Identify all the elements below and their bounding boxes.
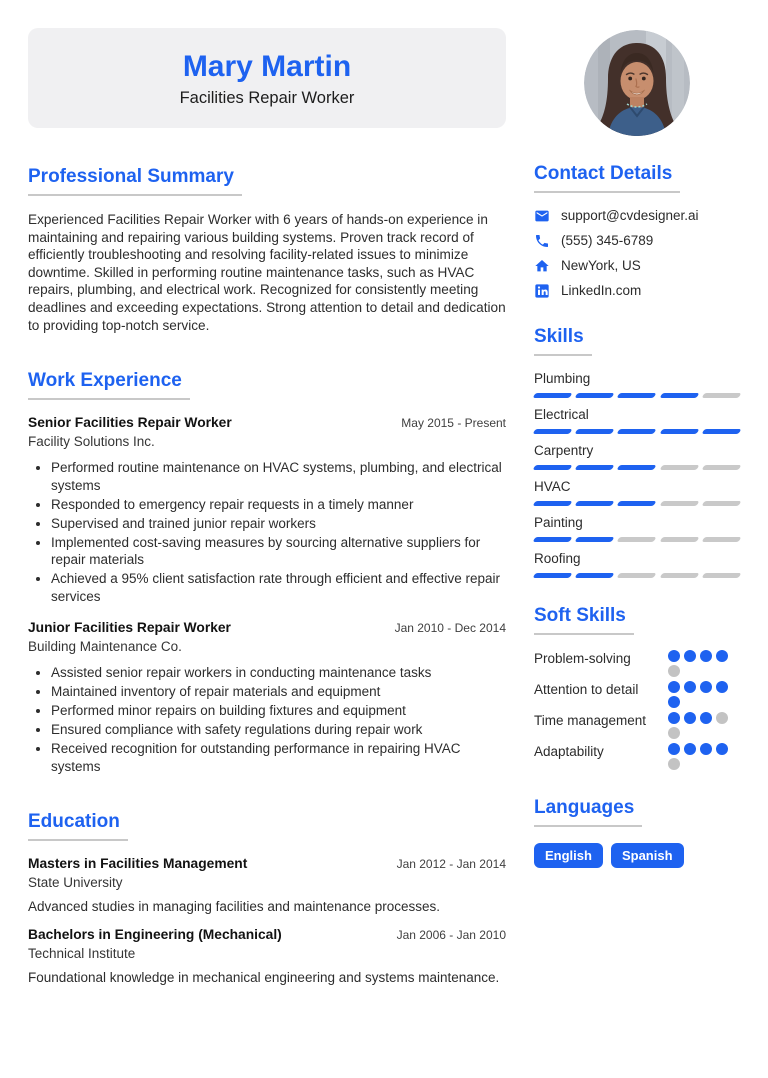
email-icon [534,208,550,224]
section-heading-education: Education [28,811,128,841]
skill-bar [534,429,740,434]
skill-bar-segment [575,501,615,506]
job-dates: Jan 2010 - Dec 2014 [394,621,506,636]
rating-dot [716,743,728,755]
skill-bar-segment [659,537,699,542]
rating-dot [668,743,680,755]
job-company: Facility Solutions Inc. [28,434,155,450]
section-heading-skills: Skills [534,326,592,356]
section-languages [534,797,740,868]
phone-icon [534,233,550,249]
soft-skill-rating [668,743,730,770]
job-entry-head [28,414,506,431]
job-entry-head [28,619,506,636]
skill-item [534,551,740,578]
skill-bar-segment [701,537,741,542]
education-entry [28,926,506,987]
skill-bar-segment [532,429,572,434]
skill-name: Plumbing [534,371,591,386]
language-badges [534,843,740,868]
education-dates: Jan 2006 - Jan 2010 [396,927,506,942]
profile-photo [584,30,690,136]
skill-bar [534,393,740,398]
soft-skill-rating [668,681,730,708]
skill-bar-segment [701,501,741,506]
contact-linkedin-text: LinkedIn.com [561,283,642,298]
skill-bar-segment [701,573,741,578]
skill-bar-segment [659,429,699,434]
degree-title: Masters in Facilities Management [28,856,248,872]
main-column [28,28,506,996]
skill-item [534,371,740,398]
job-bullet: • Responded to emergency repair requests in a timely manner [51,496,506,514]
rating-dot [668,696,680,708]
job-company: Building Maintenance Co. [28,639,182,655]
section-professional-summary [28,166,506,334]
education-entry-head [28,926,506,943]
skill-bar-segment [701,393,741,398]
job-bullet: • Implemented cost-saving measures by sourcing alternative suppliers for repair materials [51,534,506,569]
soft-skill-rating [668,712,730,739]
skill-bar-segment [575,429,615,434]
soft-skill-name: Problem-solving [534,651,631,666]
rating-dot [700,650,712,662]
job-title: Junior Facilities Repair Worker [28,620,231,636]
rating-dot [716,650,728,662]
rating-dot [700,743,712,755]
job-entry [28,414,506,605]
section-skills [534,326,740,578]
job-bullet-list [28,664,506,775]
job-bullet: • Assisted senior repair workers in conducting maintenance tasks [51,664,506,682]
section-contact-details [534,163,740,299]
sidebar [534,28,740,996]
section-education [28,811,506,986]
header-card [28,28,506,128]
job-title: Senior Facilities Repair Worker [28,415,232,431]
skill-bar-segment [659,393,699,398]
job-bullet: • Achieved a 95% client satisfaction rate through efficient and effective repair services [51,570,506,605]
rating-dot [668,727,680,739]
skill-name: Roofing [534,551,581,566]
section-heading-experience: Work Experience [28,370,190,400]
rating-dot [684,743,696,755]
linkedin-icon [534,283,550,299]
soft-skill-rating [668,650,730,677]
contact-email-text: support@cvdesigner.ai [561,208,699,223]
rating-dot [684,650,696,662]
school-name: State University [28,875,123,891]
skill-bar-segment [617,501,657,506]
avatar [584,30,690,136]
job-bullet: • Performed minor repairs on building fixtures and equipment [51,702,506,720]
rating-dot [684,712,696,724]
section-work-experience [28,370,506,775]
soft-skill-name: Adaptability [534,744,604,759]
rating-dot [668,681,680,693]
skill-bar [534,465,740,470]
skill-name: Carpentry [534,443,594,458]
job-dates: May 2015 - Present [401,416,506,431]
skill-bar-segment [575,537,615,542]
rating-dot [700,681,712,693]
rating-dot [716,712,728,724]
rating-dot [700,712,712,724]
candidate-title: Facilities Repair Worker [179,89,355,107]
skill-bar [534,573,740,578]
contact-item-location [534,258,740,274]
skill-item [534,407,740,434]
section-heading-summary: Professional Summary [28,166,242,196]
skill-bar [534,537,740,542]
rating-dot [716,681,728,693]
skill-bar-segment [701,465,741,470]
skill-bar-segment [532,501,572,506]
education-dates: Jan 2012 - Jan 2014 [396,857,506,872]
skill-bar-segment [701,429,741,434]
rating-dot [668,650,680,662]
soft-skill-name: Attention to detail [534,682,639,697]
skill-bar-segment [617,537,657,542]
skill-name: Electrical [534,407,589,422]
education-description: Foundational knowledge in mechanical engineering and systems maintenance. [28,969,500,985]
job-bullet: • Supervised and trained junior repair workers [51,515,506,533]
skill-bar-segment [575,573,615,578]
skill-bar [534,501,740,506]
skill-bar-segment [659,465,699,470]
section-soft-skills [534,605,740,770]
skill-bar-segment [659,501,699,506]
skill-bar-segment [659,573,699,578]
skill-bar-segment [532,537,572,542]
skill-name: HVAC [534,479,571,494]
job-bullet-list [28,459,506,605]
rating-dot [684,681,696,693]
education-entry [28,855,506,916]
rating-dot [668,712,680,724]
skill-item [534,479,740,506]
soft-skill-item [534,743,740,770]
soft-skill-item [534,712,740,739]
contact-phone-text: (555) 345-6789 [561,233,654,248]
job-bullet: • Maintained inventory of repair materials and equipment [51,683,506,701]
rating-dot [668,665,680,677]
contact-location-text: NewYork, US [561,258,641,273]
language-badge: English [534,843,603,868]
skill-item [534,515,740,542]
section-heading-soft-skills: Soft Skills [534,605,634,635]
education-description: Advanced studies in managing facilities and maintenance processes. [28,899,440,915]
job-bullet: • Received recognition for outstanding performance in repairing HVAC systems [51,740,506,775]
job-bullet: • Ensured compliance with safety regulations during repair work [51,721,506,739]
contact-item-phone[interactable] [534,233,740,249]
skill-bar-segment [532,573,572,578]
soft-skill-item [534,681,740,708]
contact-item-linkedin[interactable] [534,283,740,299]
skill-bar-segment [617,393,657,398]
section-heading-languages: Languages [534,797,642,827]
degree-title: Bachelors in Engineering (Mechanical) [28,926,282,942]
soft-skill-item [534,650,740,677]
home-icon [534,258,550,274]
candidate-name: Mary Martin [182,50,352,83]
skill-bar-segment [532,393,572,398]
job-bullet: • Performed routine maintenance on HVAC systems, plumbing, and electrical systems [51,459,506,494]
job-entry [28,619,506,775]
skill-name: Painting [534,515,583,530]
skill-item [534,443,740,470]
skill-bar-segment [575,393,615,398]
rating-dot [668,758,680,770]
skill-bar-segment [575,465,615,470]
skill-bar-segment [617,465,657,470]
summary-text: Experienced Facilities Repair Worker with 6 years of hands-on experience in maintaining and repairing various building systems. Proven track record of efficiently troubleshooting and resolving facility-related issues to minimize downtime. Skilled in performing routine maintenance tasks, such as HVAC repairs, plumbing, and electrical work. Recognized for consistently meeting deadlines and exceeding expectations. Strong attention to detail and dedication to providing top-notch service. [28,212,506,333]
education-entry-head [28,855,506,872]
section-heading-contact: Contact Details [534,163,680,193]
contact-item-email[interactable] [534,208,740,224]
school-name: Technical Institute [28,945,136,961]
language-badge: Spanish [611,843,684,868]
soft-skill-name: Time management [534,713,647,728]
skill-bar-segment [617,429,657,434]
skill-bar-segment [617,573,657,578]
skill-bar-segment [532,465,572,470]
